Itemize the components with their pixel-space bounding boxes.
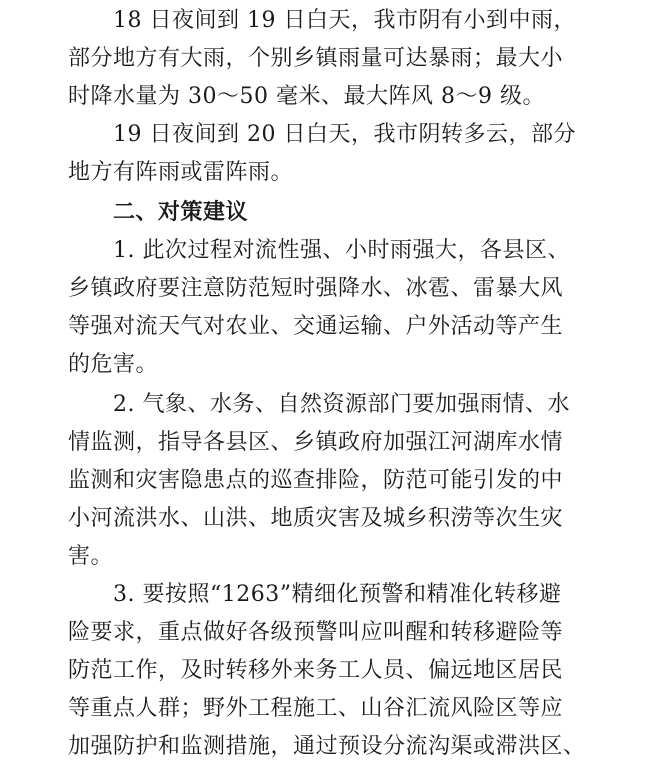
section-heading: 二、对策建议 (113, 199, 249, 225)
paragraph-line: 19 日夜间到 20 日白天，我市阴转多云，部分 (113, 122, 576, 147)
paragraph-line: 1. 此次过程对流性强、小时雨强大，各县区、 (113, 238, 570, 263)
paragraph-line: 小河流洪水、山洪、地质灾害及城乡积涝等次生灾 (68, 506, 564, 531)
paragraph-line: 的危害。 (68, 352, 159, 377)
paragraph-line: 时降水量为 30～50 毫米、最大阵风 8～9 级。 (68, 84, 545, 109)
paragraph-line: 加强防护和监测措施，通过预设分流沟渠或滞洪区、 (68, 734, 586, 759)
paragraph-line: 乡镇政府要注意防范短时强降水、冰雹、雷暴大风 (68, 276, 564, 301)
paragraph-line: 情监测，指导各县区、乡镇政府加强江河湖库水情 (68, 430, 564, 455)
paragraph-line: 18 日夜间到 19 日白天，我市阴有小到中雨， (113, 8, 576, 33)
paragraph-line: 害。 (68, 544, 114, 569)
paragraph-line: 部分地方有大雨，个别乡镇雨量可达暴雨；最大小 (68, 46, 564, 71)
paragraph-line: 监测和灾害隐患点的巡查排险，防范可能引发的中 (68, 468, 564, 493)
paragraph-line: 等强对流天气对农业、交通运输、户外活动等产生 (68, 314, 564, 339)
paragraph-line: 险要求，重点做好各级预警叫应叫醒和转移避险等 (68, 620, 564, 645)
paragraph-line: 地方有阵雨或雷阵雨。 (68, 160, 294, 185)
paragraph-line: 防范工作，及时转移外来务工人员、偏远地区居民 (68, 658, 564, 683)
paragraph-line: 等重点人群；野外工程施工、山谷汇流风险区等应 (68, 696, 564, 721)
paragraph-line: 3. 要按照“1263”精细化预警和精准化转移避 (113, 582, 562, 607)
paragraph-line: 2. 气象、水务、自然资源部门要加强雨情、水 (113, 392, 570, 417)
